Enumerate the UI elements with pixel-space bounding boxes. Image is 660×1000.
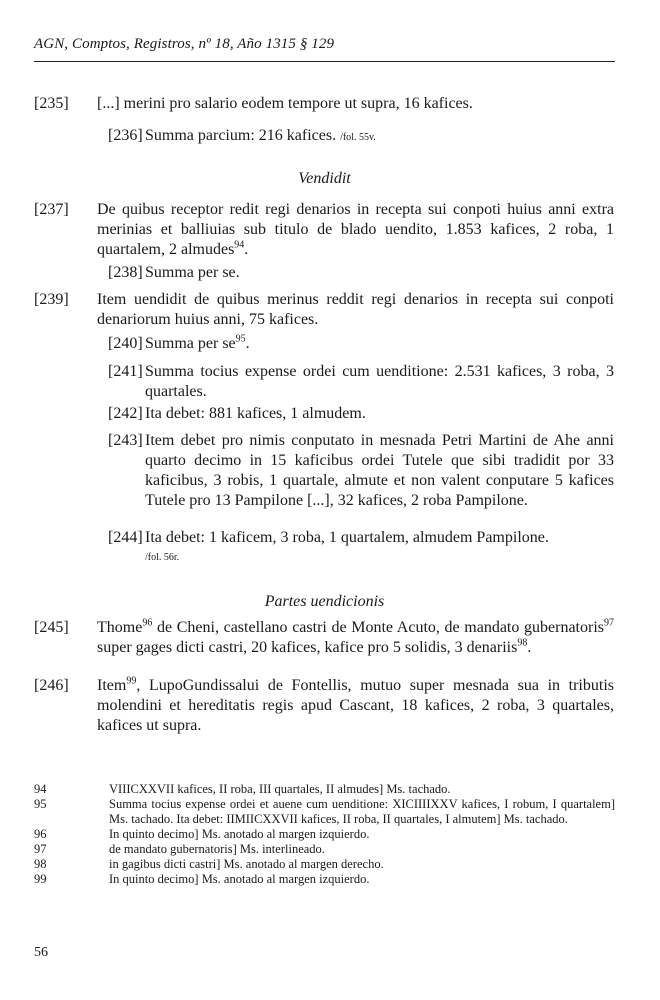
entry-number: [238] bbox=[108, 264, 143, 281]
footnote-ref: 99 bbox=[126, 675, 137, 687]
footnote-text: de mandato gubernatoris] Ms. interlineado. bbox=[109, 842, 325, 856]
footnote-number: 98 bbox=[34, 857, 47, 871]
section-title-vendidit: Vendidit bbox=[298, 170, 351, 187]
footnote-ref: 97 bbox=[604, 617, 614, 629]
footnote bbox=[34, 827, 615, 842]
entry-text: Item uendidit de quibus merinus reddit regi denarios in recepta sui conpoti denariorum huius anni, 75 kafices. bbox=[97, 291, 614, 328]
entry-text: Summa per se bbox=[145, 335, 236, 352]
entry-text: de Cheni, castellano castri de Monte Acuto, de mandato gubernatoris bbox=[152, 619, 604, 636]
section-title-partes: Partes uendicionis bbox=[264, 593, 385, 610]
entry-number: [246] bbox=[34, 677, 69, 694]
footnote-number: 94 bbox=[34, 782, 47, 796]
footnote bbox=[34, 857, 615, 872]
entry-number: [235] bbox=[34, 95, 69, 112]
entry-text-tail: . bbox=[244, 241, 249, 258]
entry-text: Item debet pro nimis conputato in mesnada Petri Martini de Ahe anni quarto decimo in 15 kaficibus ordei Tutele que sibi tradidit por 33 kaficibus, 3 robis, 1 quartale, almute et non valent conputare 5 kafices Tutele pro 13 Pampilone [...], 32 kafices, 2 roba Pampilone. bbox=[145, 432, 614, 509]
entry-number: [236] bbox=[108, 127, 143, 144]
running-head: AGN, Comptos, Registros, nº 18, Año 1315 § 129 bbox=[34, 36, 335, 52]
footnote-text: Summa tocius expense ordei et auene cum uenditione: XICIIIIXXV kafices, I robum, I quartalem] Ms. tachado. Ita debet: IIMIICXXVII kafices, II roba, II quartales, I almutem] Ms. tachado. bbox=[109, 797, 615, 826]
entry-text: . bbox=[527, 639, 532, 656]
entry-text: De quibus receptor redit regi denarios in recepta sui conpoti huius anni extra merinias et balliuias sub titulo de blado uendito, 1.853 kafices, 2 roba, 1 quartalem, 2 almudes bbox=[97, 201, 614, 258]
entry-number: [242] bbox=[108, 405, 143, 422]
entry-text: Item bbox=[97, 677, 127, 694]
entry-number: [239] bbox=[34, 291, 69, 308]
folio-marker: /fol. 56r. bbox=[145, 552, 180, 563]
footnote-number: 95 bbox=[34, 797, 47, 811]
entry-text: , LupoGundissalui de Fontellis, mutuo super mesnada sua in tributis molendini et hereditatis regis apud Cascant, 18 kafices, 2 roba, 3 quartales, kafices ut supra. bbox=[97, 677, 614, 734]
entry-number: [237] bbox=[34, 201, 69, 218]
entry-text: Ita debet: 1 kaficem, 3 roba, 1 quartalem, almudem Pampilone. bbox=[145, 529, 549, 546]
footnote bbox=[34, 872, 615, 887]
folio-marker: /fol. 55v. bbox=[340, 132, 376, 143]
footnotes bbox=[34, 782, 615, 887]
footnote-ref: 98 bbox=[517, 637, 528, 649]
footnote-number: 99 bbox=[34, 872, 47, 886]
footnote-ref: 95 bbox=[235, 333, 246, 345]
footnote-text: in gagibus dicti castri] Ms. anotado al margen derecho. bbox=[109, 857, 384, 871]
entry-number: [240] bbox=[108, 335, 143, 352]
entry-text: Summa tocius expense ordei cum uenditione: 2.531 kafices, 3 roba, 3 quartales. bbox=[145, 363, 614, 400]
entry-text: Summa parcium: 216 kafices. bbox=[145, 127, 337, 144]
entry-text: Ita debet: 881 kafices, 1 almudem. bbox=[145, 405, 366, 422]
footnote-number: 97 bbox=[34, 842, 47, 856]
footnote bbox=[34, 782, 615, 797]
entry-number: [244] bbox=[108, 529, 143, 546]
entry-number: [245] bbox=[34, 619, 69, 636]
footnote-ref: 96 bbox=[142, 617, 153, 629]
entry-text: [...] merini pro salario eodem tempore ut supra, 16 kafices. bbox=[97, 95, 473, 112]
footnote-text: In quinto decimo] Ms. anotado al margen izquierdo. bbox=[109, 827, 370, 841]
footnote-text: VIIICXXVII kafices, II roba, III quartales, II almudes] Ms. tachado. bbox=[109, 782, 451, 796]
footnote bbox=[34, 842, 615, 857]
footnote-text: In quinto decimo] Ms. anotado al margen izquierdo. bbox=[109, 872, 370, 886]
entry-number: [243] bbox=[108, 432, 143, 449]
page-number: 56 bbox=[34, 945, 48, 960]
footnote-ref: 94 bbox=[234, 239, 245, 251]
entry-text-tail: . bbox=[245, 335, 250, 352]
footnote bbox=[34, 797, 615, 827]
entry-text: super gages dicti castri, 20 kafices, kafice pro 5 solidis, 3 denariis bbox=[97, 639, 518, 656]
header-rule bbox=[34, 61, 615, 62]
entry-text: Summa per se. bbox=[145, 264, 240, 281]
entry-text: Thome bbox=[97, 619, 143, 636]
entry-number: [241] bbox=[108, 363, 143, 380]
footnote-number: 96 bbox=[34, 827, 47, 841]
